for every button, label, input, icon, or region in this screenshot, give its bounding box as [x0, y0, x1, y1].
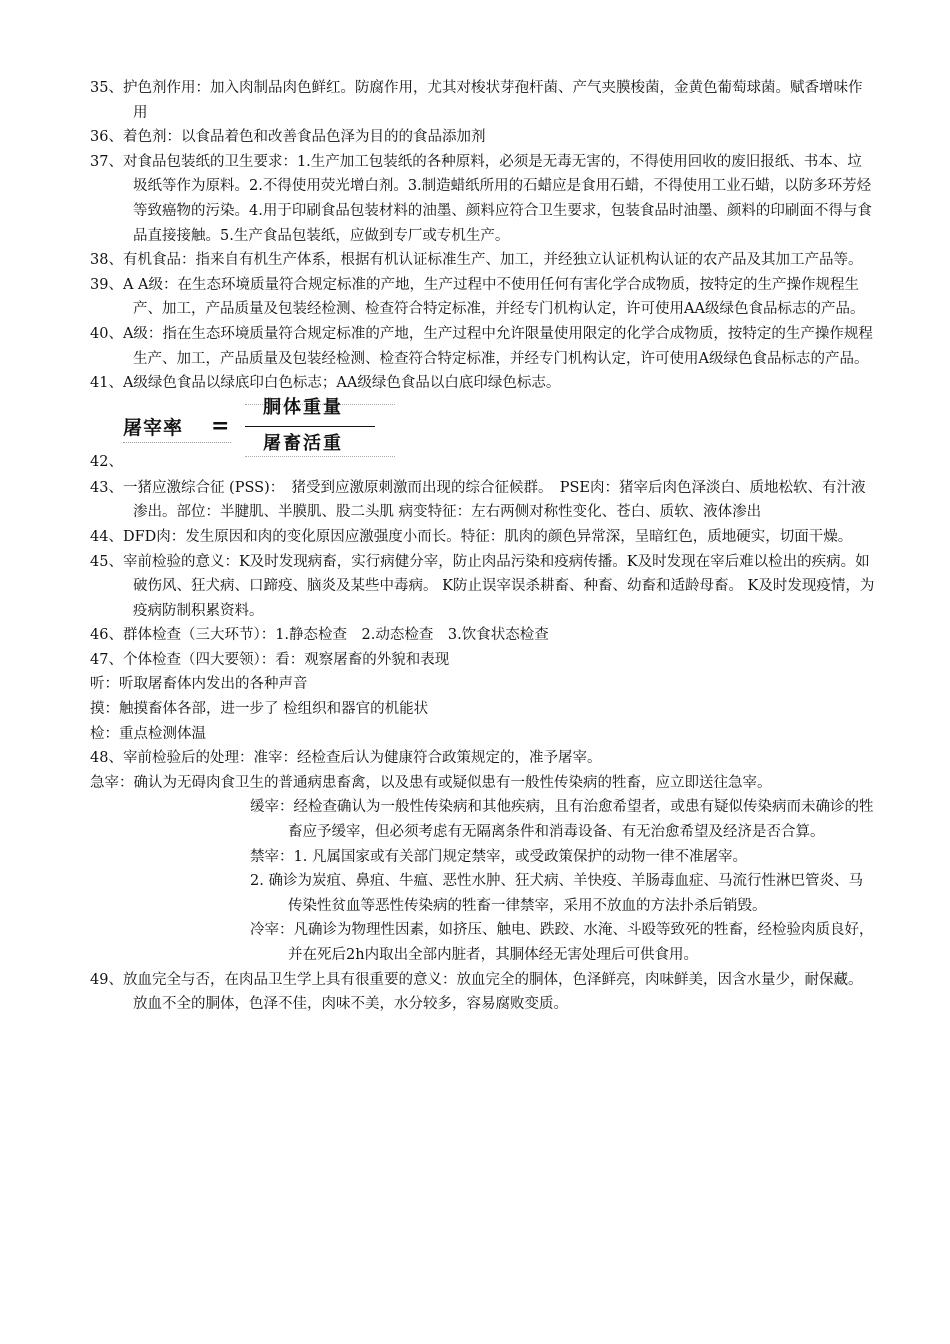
item-number: 38、 — [90, 252, 123, 269]
item-number: 49、 — [90, 971, 123, 988]
item-number: 46、 — [90, 627, 123, 644]
item-text: 宰前检验后的处理：准宰：经检查后认为健康符合政策规定的，准予屠宰。 — [122, 750, 602, 767]
item-number: 43、 — [90, 479, 123, 496]
listen-line: 听：听取屠畜体内发出的各种声音 — [90, 676, 308, 693]
formula-denominator: 屠畜活重 — [263, 432, 343, 454]
fraction-bar — [245, 426, 375, 427]
item-number: 41、 — [90, 375, 123, 392]
list-item-42 — [90, 396, 876, 476]
formula-equals: = — [211, 412, 230, 439]
list-item-38 — [90, 248, 876, 273]
item-number: 39、 — [90, 276, 123, 293]
list-item-43 — [90, 476, 876, 525]
list-item-46 — [90, 623, 876, 648]
item-text: A级：指在生态环境质量符合规定标准的产地，生产过程中允许限量使用限定的化学合成物质，按特定的生产操作规程生产、加工，产品质量及包装经检测、检查符合特定标准，并经专门机构认定，许可使用A级绿色食品标志的产品。 — [122, 325, 873, 367]
document-body — [90, 76, 876, 1017]
item-text: 个体检查（四大要领）：看：观察屠畜的外貌和表现 — [122, 651, 450, 668]
list-item-39 — [90, 273, 876, 322]
item-text: 群体检查（三大环节）：1.静态检查 2.动态检查 3.饮食状态检查 — [122, 627, 549, 644]
item-text: 护色剂作用：加入肉制品肉色鲜红。防腐作用，尤其对梭状芽孢杆菌、产气夹膜梭菌，金黄色葡萄球菌。赋香增味作用 — [122, 80, 863, 121]
item-text: DFD肉：发生原因和肉的变化原因应激强度小而长。特征：肌肉的颜色异常深，呈暗红色，质地硬实，切面干燥。 — [122, 528, 853, 545]
banned-slaughter-2: 2. 确诊为炭疽、鼻疽、牛瘟、恶性水肿、狂犬病、羊快疫、羊肠毒血症、马流行性淋巴管炎、马传染性贫血等恶性传染病的牲畜一律禁宰，采用不放血的方法扑杀后销毁。 — [250, 873, 863, 914]
urgent-slaughter: 急宰：确认为无碍肉食卫生的普通病患畜禽，以及患有或疑似患有一般性传染病的牲畜，应立即送往急宰。 — [90, 774, 772, 791]
item-text: 对食品包装纸的卫生要求：1.生产加工包装纸的各种原料，必须是无毒无害的，不得使用回收的废旧报纸、书本、垃圾纸等作为原料。2.不得使用荧光增白剂。3.制造蜡纸所用的石蜡应是食用石蜡，不得使用工业石蜡，以防多环芳烃等致癌物的污染。4.用于印刷食品包装材料的油墨、颜料应符合卫生要求，包装食品时油墨、颜料的印刷面不得与食品直接接触。5.生产食品包装纸，应做到专厂或专机生产。 — [122, 153, 872, 244]
item-number: 42、 — [90, 453, 123, 470]
formula-lhs: 屠宰率 — [123, 416, 184, 439]
list-item-45 — [90, 550, 876, 624]
list-item-40 — [90, 322, 876, 371]
list-item-35 — [90, 76, 876, 125]
formula-guide — [123, 442, 231, 443]
item-text: 宰前检验的意义：K及时发现病畜，实行病健分宰，防止肉品污染和疫病传播。K及时发现在宰后难以检出的疾病。如破伤风、狂犬病、口蹄疫、脑炎及某些中毒病。 K防止误宰误杀耕畜、种畜、幼畜和适龄母畜。 K及时发现疫情，为疫病防制积累资料。 — [122, 553, 875, 619]
item-number: 35、 — [90, 80, 123, 96]
item-number: 48、 — [90, 750, 123, 767]
item-number: 44、 — [90, 528, 123, 545]
banned-slaughter-1: 禁宰：1. 凡属国家或有关部门规定禁宰，或受政策保护的动物一律不准屠宰。 — [250, 848, 747, 865]
list-item-36 — [90, 125, 876, 150]
formula-guide — [245, 456, 395, 457]
touch-line: 摸：触摸畜体各部，进一步了 检组织和器官的机能状 — [90, 701, 429, 718]
item-text: 一猪应激综合征 (PSS)： 猪受到应激原刺激而出现的综合征候群。 PSE肉：猪宰后肉色泽淡白、质地松软、有汁液渗出。部位：半腱肌、半膜肌、股二头肌 病变特征：左右两侧对称性变化、苍白、质软、液体渗出 — [122, 479, 866, 521]
list-item-47 — [90, 648, 876, 673]
check-line: 检：重点检测体温 — [90, 725, 206, 742]
item-text: 有机食品：指来自有机生产体系，根据有机认证标准生产、加工，并经独立认证机构认证的农产品及其加工产品等。 — [122, 252, 863, 269]
list-item-49 — [90, 968, 876, 1017]
delayed-slaughter: 缓宰：经检查确认为一般性传染病和其他疾病，且有治愈希望者，或患有疑似传染病而未确诊的牲畜应予缓宰，但必须考虑有无隔离条件和消毒设备、有无治愈希望及经济是否合算。 — [250, 799, 874, 841]
slaughter-handling-block — [250, 795, 876, 967]
list-item-37 — [90, 150, 876, 248]
item-number: 45、 — [90, 553, 123, 570]
item-text: 放血完全与否，在肉品卫生学上具有很重要的意义：放血完全的胴体，色泽鲜亮，肉味鲜美，因含水量少，耐保藏。 放血不全的胴体，色泽不佳，肉味不美，水分较多，容易腐败变质。 — [122, 971, 863, 1013]
list-item-44 — [90, 525, 876, 550]
item-text: A A级：在生态环境质量符合规定标准的产地，生产过程中不使用任何有害化学合成物质，按特定的生产操作规程生产、加工，产品质量及包装经检测、检查符合特定标准，并经专门机构认定，许可使用AA级绿色食品标志的产品。 — [122, 276, 865, 318]
list-item-41 — [90, 371, 876, 396]
formula-numerator: 胴体重量 — [263, 396, 343, 418]
item-text: A级绿色食品以绿底印白色标志；AA级绿色食品以白底印绿色标志。 — [122, 375, 561, 392]
item-number: 36、 — [90, 129, 123, 146]
item-number: 40、 — [90, 325, 123, 342]
list-item-48 — [90, 746, 876, 771]
item-number: 37、 — [90, 153, 123, 170]
item-number: 47、 — [90, 651, 123, 668]
cold-slaughter: 冷宰：凡确诊为物理性因素，如挤压、触电、跌跤、水淹、斗殴等致死的牲畜，经检验肉质良好，并在死后2h内取出全部内脏者，其胴体经无害处理后可供食用。 — [250, 922, 874, 963]
slaughter-rate-formula — [123, 396, 383, 458]
item-text: 着色剂：以食品着色和改善食品色泽为目的的食品添加剂 — [122, 129, 486, 146]
